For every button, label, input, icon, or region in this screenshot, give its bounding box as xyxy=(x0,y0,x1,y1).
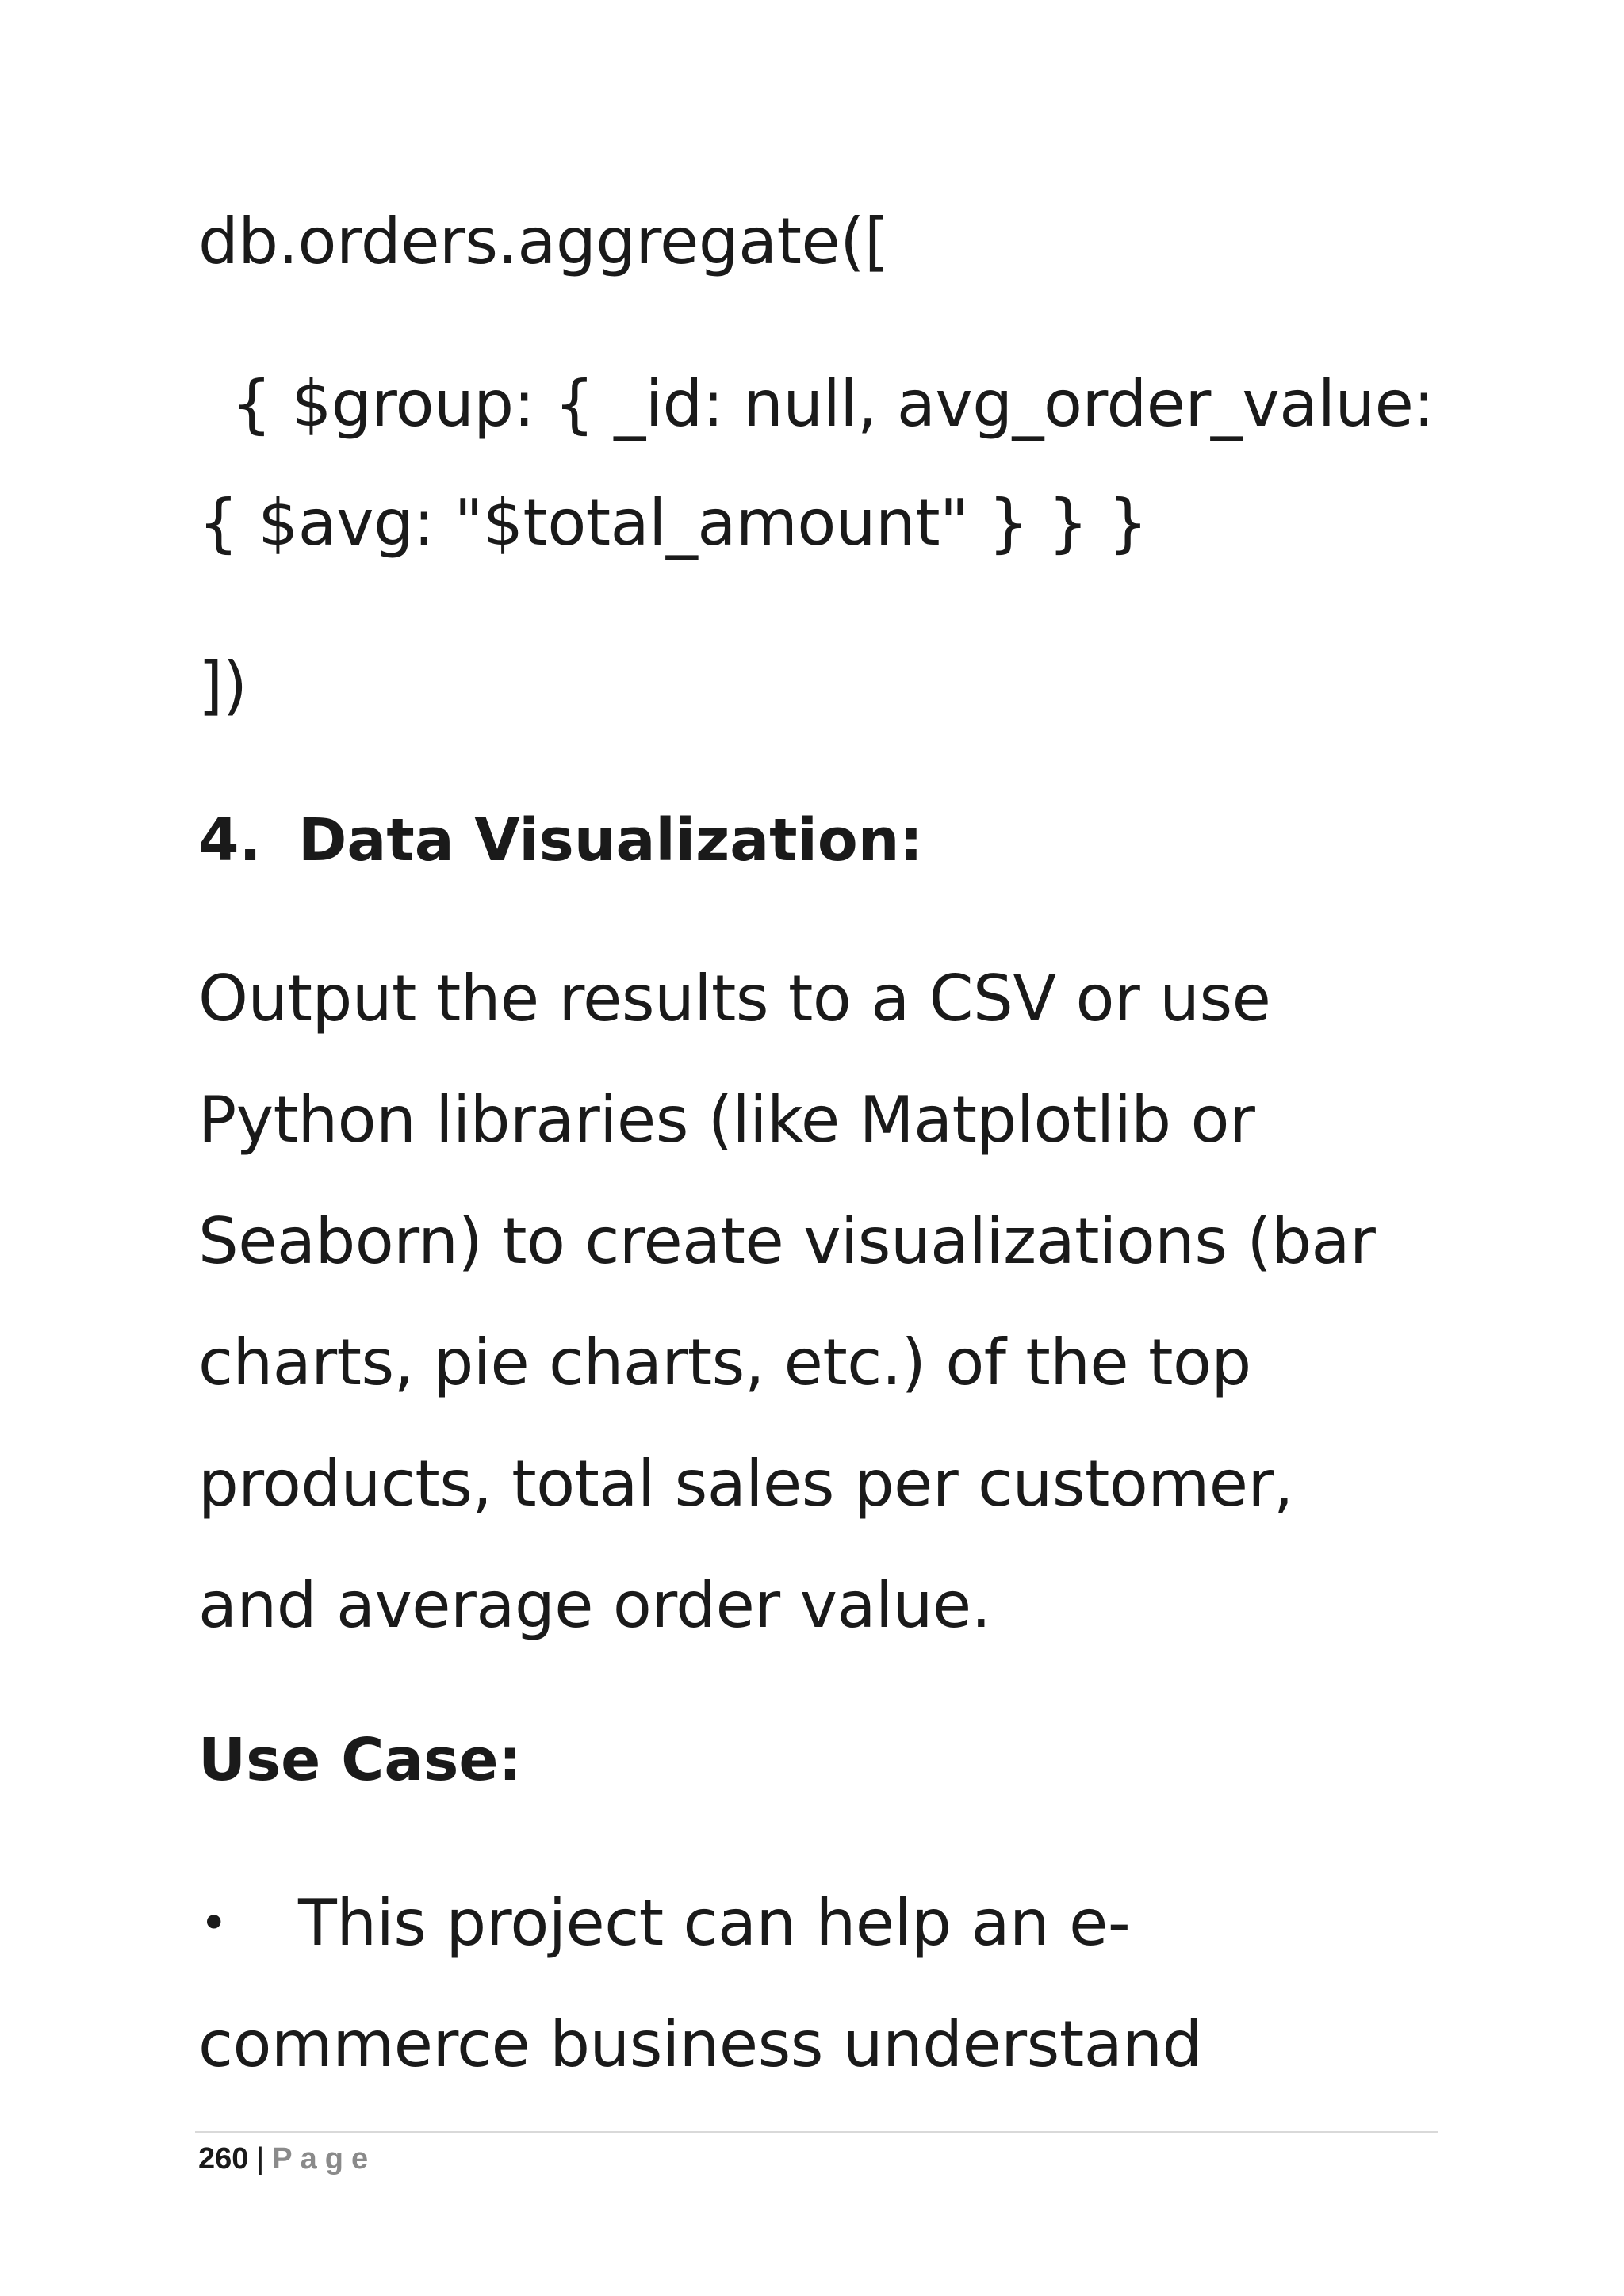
page-label: Page xyxy=(272,2142,377,2175)
footer-separator: | xyxy=(256,2142,265,2175)
code-line-3: { $avg: "$total_amount" } } } xyxy=(198,486,1148,560)
code-line-2: { $group: { _id: null, avg_order_value: xyxy=(232,367,1434,441)
bullet-line-2: commerce business understand xyxy=(198,2007,1202,2081)
footer-divider xyxy=(195,2131,1438,2133)
section-number: 4. xyxy=(198,806,262,874)
paragraph-line-2: Python libraries (like Matplotlib or xyxy=(198,1083,1255,1157)
section-heading xyxy=(198,801,923,880)
code-line-1: db.orders.aggregate([ xyxy=(198,205,889,278)
use-case-heading: Use Case: xyxy=(198,1726,523,1794)
section-title: Data Visualization: xyxy=(298,806,924,874)
page-footer xyxy=(198,2139,376,2179)
paragraph-line-5: products, total sales per customer, xyxy=(198,1447,1293,1521)
paragraph-line-1: Output the results to a CSV or use xyxy=(198,962,1271,1035)
code-line-4: ]) xyxy=(198,649,247,722)
paragraph-line-4: charts, pie charts, etc.) of the top xyxy=(198,1326,1251,1399)
bullet-line-1: This project can help an e- xyxy=(298,1886,1131,1960)
bullet-icon: • xyxy=(200,1896,228,1951)
paragraph-line-6: and average order value. xyxy=(198,1568,991,1642)
paragraph-line-3: Seaborn) to create visualizations (bar xyxy=(198,1204,1376,1278)
page-number: 260 xyxy=(198,2142,249,2175)
